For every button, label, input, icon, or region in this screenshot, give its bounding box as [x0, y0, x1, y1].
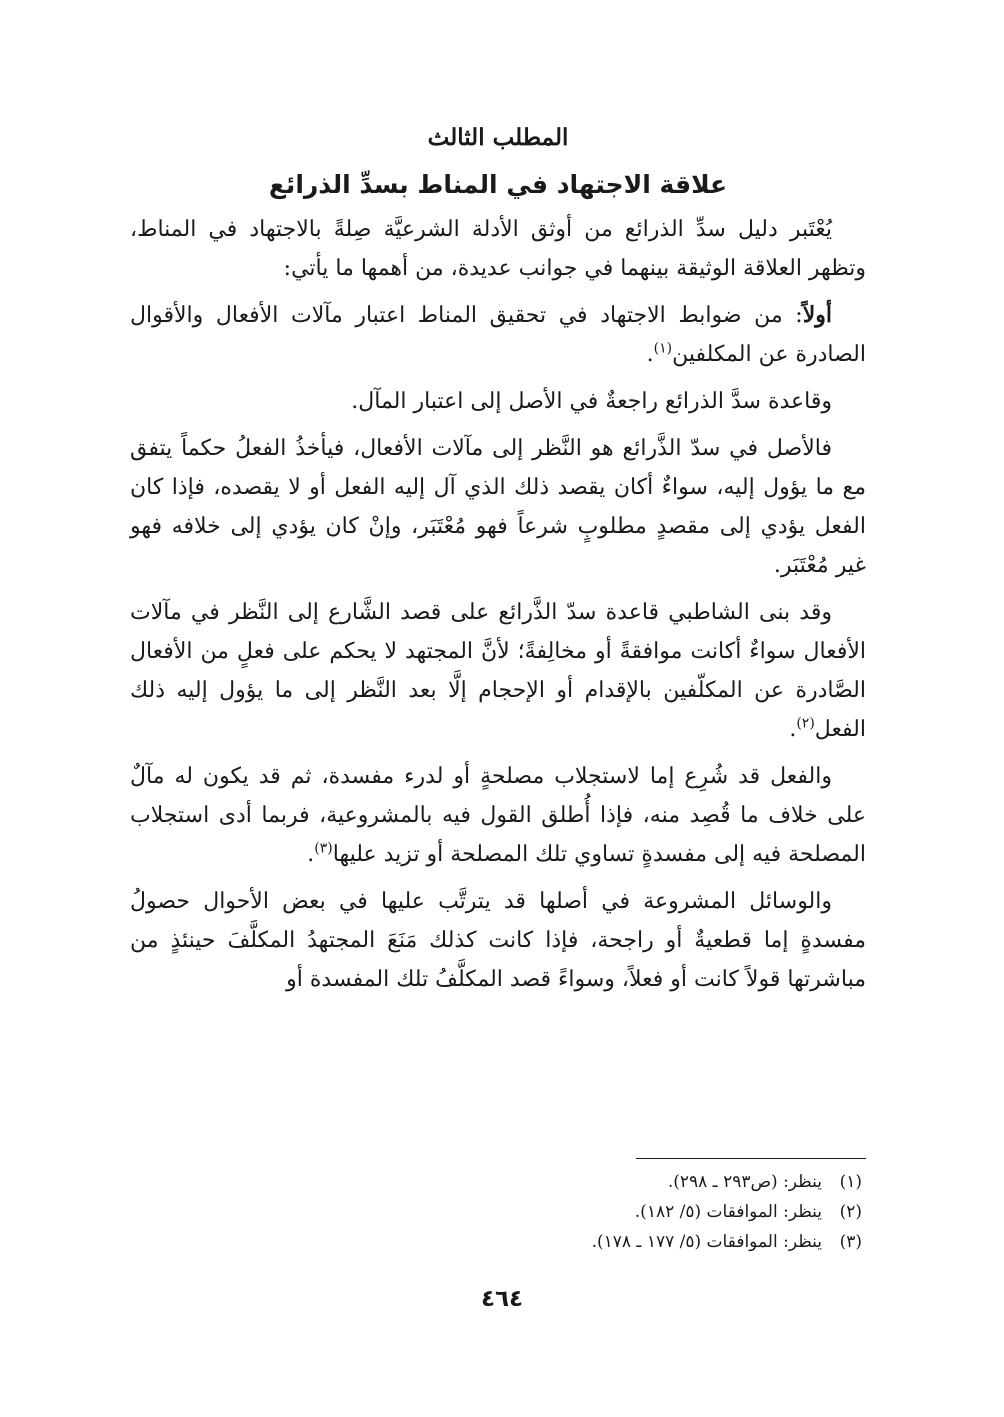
paragraph-end: . — [789, 717, 797, 742]
paragraph — [130, 210, 866, 288]
paragraph-lead: أولاً — [802, 302, 832, 328]
footnote-number: (٢) — [839, 1202, 862, 1222]
footnote-divider — [636, 1158, 866, 1159]
footnote-number: (١) — [839, 1172, 862, 1192]
footnote-text: ينظر: الموافقات (٥/ ١٨٢). — [634, 1202, 822, 1222]
paragraph — [130, 429, 866, 585]
footnote — [130, 1197, 866, 1227]
footnote-text: ينظر: الموافقات (٥/ ١٧٧ ـ ١٧٨). — [591, 1232, 822, 1252]
paragraph-text: وقد بنى الشاطبي قاعدة سدّ الذَّرائع على قصد الشَّارع إلى النَّظر في مآلات الأفعال سواءٌ أكانت موافقةً أو مخالِفةً؛ لأنَّ المجتهد لا يحكم على فعلٍ من الأفعال الصَّادرة عن المكلّفين بالإقدام أو الإحجام إلَّا بعد النَّظر إلى ما يؤول إليه ذلك الفعل — [130, 600, 866, 742]
footnote-text: ينظر: (ص٢٩٣ ـ ٢٩٨). — [667, 1172, 822, 1192]
paragraph-end: . — [646, 342, 654, 367]
paragraph — [130, 882, 866, 999]
paragraph-text: فالأصل في سدّ الذَّرائع هو النَّظر إلى مآلات الأفعال، فيأخذُ الفعلُ حكماً يتفق مع ما يؤول إليه، سواءٌ أكان يقصد ذلك الذي آل إليه الفعل أو لا يقصده، فإذا كان الفعل يؤدي إلى مقصدٍ مطلوبٍ شرعاً فهو مُعْتَبَر، وإنْ كان يؤدي إلى خلافه فهو غير مُعْتَبَر. — [130, 436, 866, 578]
footnote — [130, 1227, 866, 1257]
page-number: ٤٦٤ — [480, 1286, 524, 1312]
footnote-number: (٣) — [839, 1232, 862, 1252]
paragraph-text: يُعْتَبر دليل سدِّ الذرائع من أوثق الأدلة الشرعيَّة صِلةً بالاجتهاد في المناط، وتظهر العلاقة الوثيقة بينهما في جوانب عديدة، من أهمها ما يأتي: — [130, 217, 866, 281]
paragraph-text: والوسائل المشروعة في أصلها قد يترتَّب عليها في بعض الأحوال حصولُ مفسدةٍ إما قطعيةٌ أو راجحة، فإذا كانت كذلك مَنَعَ المجتهدُ المكلَّفَ حينئذٍ من مباشرتها قولاً كانت أو فعلاً، وسواءً قصد المكلَّفُ تلك المفسدة أو — [130, 889, 866, 992]
paragraph-text: والفعل قد شُرِع إما لاستجلاب مصلحةٍ أو لدرء مفسدة، ثم قد يكون له مآلٌ على خلاف ما قُصِد منه، فإذا أُطلق القول فيه بالمشروعية، فربما أدى استجلاب المصلحة فيه إلى مفسدةٍ تساوي تلك المصلحة أو تزيد عليها — [130, 764, 866, 867]
footnote-ref[interactable]: (٢) — [796, 715, 815, 732]
body-text — [130, 210, 866, 999]
section-title: علاقة الاجتهاد في المناط بسدِّ الذرائع — [268, 170, 728, 199]
footnotes — [130, 1158, 866, 1257]
paragraph — [130, 757, 866, 874]
paragraph-end: . — [307, 842, 315, 867]
page-content — [130, 118, 866, 1007]
paragraph-text: وقاعدة سدَّ الذرائع راجعةٌ في الأصل إلى اعتبار المآل. — [351, 389, 832, 414]
footnote — [130, 1167, 866, 1197]
footnote-ref[interactable]: (٣) — [314, 840, 333, 857]
section-label: المطلب الثالث — [427, 124, 569, 151]
paragraph — [130, 382, 866, 421]
paragraph-text: : من ضوابط الاجتهاد في تحقيق المناط اعتبار مآلات الأفعال والأقوال الصادرة عن المكلفين — [130, 303, 866, 367]
footnote-ref[interactable]: (١) — [653, 340, 673, 357]
paragraph — [130, 593, 866, 749]
paragraph — [130, 296, 866, 374]
